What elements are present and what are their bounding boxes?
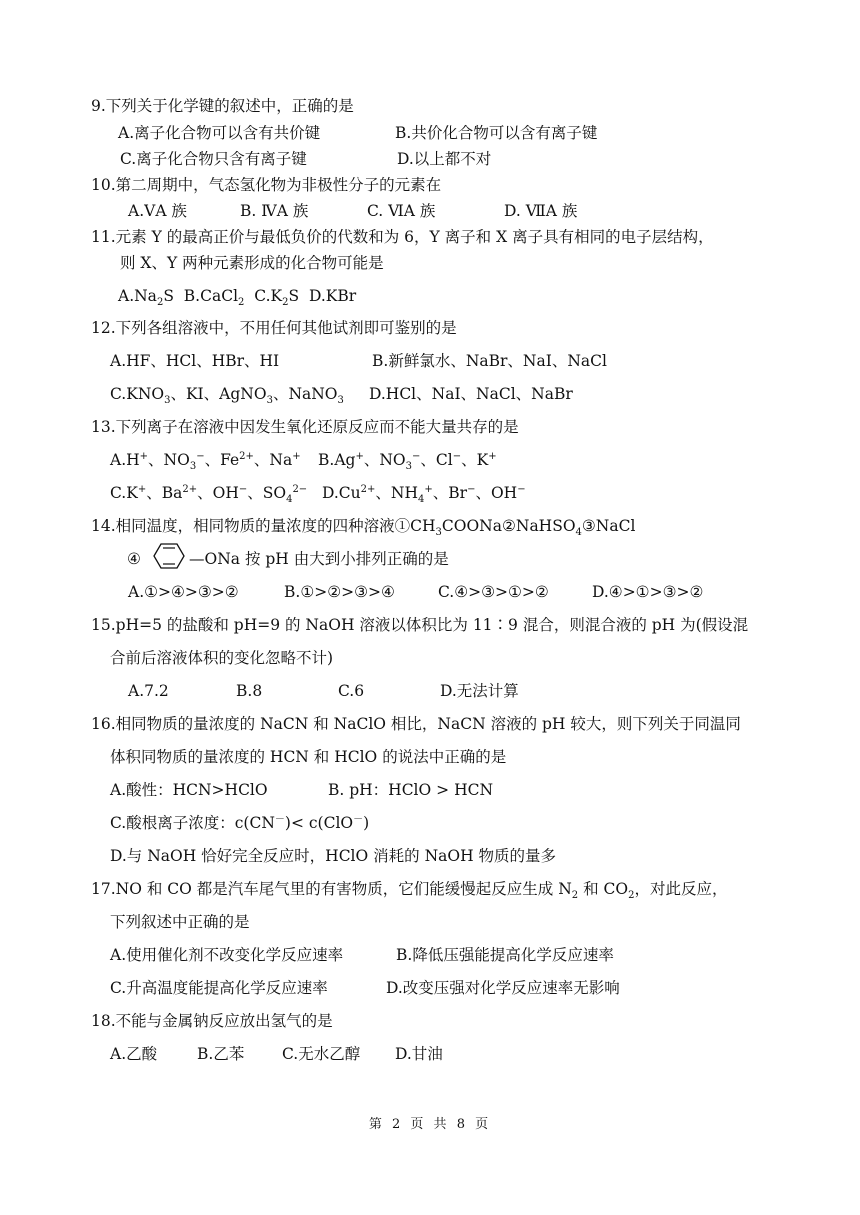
q13-option-c: C.K+、$Ba^{2+}$、OH−、$SO_4^{2-}$ bbox=[110, 483, 308, 506]
q17-option-a: A.使用催化剂不改变化学反应速率 bbox=[110, 946, 344, 964]
q16-option-c: C.酸根离子浓度：c(CN－)< c(ClO－) bbox=[110, 813, 370, 832]
q10-option-d: D. ⅦA 族 bbox=[504, 202, 578, 220]
q11-option-d: D.KBr bbox=[308, 287, 357, 305]
q12-option-d: D.HCl、NaI、NaCl、NaBr bbox=[369, 385, 573, 403]
q15-option-c: C.6 bbox=[338, 682, 365, 700]
q14-stem: 14.相同温度，相同物质的量浓度的四种溶液$①CH_3COONa②NaHSO_4③NaCl$ bbox=[91, 517, 636, 539]
q9-option-a: A.离子化合物可以含有共价键 bbox=[118, 124, 321, 142]
q11-option-b: B.CaCl$_2$ bbox=[183, 287, 245, 309]
q14-item-4-text: —ONa 按 pH 由大到小排列正确的是 bbox=[189, 550, 449, 568]
q13-stem: 13.下列离子在溶液中因发生氧化还原反应而不能大量共存的是 bbox=[91, 418, 519, 436]
q18-stem: 18.不能与金属钠反应放出氢气的是 bbox=[91, 1012, 333, 1030]
q10-option-b: B. ⅣA 族 bbox=[240, 202, 309, 220]
q16-stem: 16.相同物质的量浓度的 NaCN 和 NaClO 相比，NaCN 溶液的 pH 较大，则下列关于同温同 bbox=[91, 715, 741, 733]
q13-option-b: B.Ag+、$NO_3^-$、Cl−、K+ bbox=[318, 450, 497, 473]
q14-option-b: B.①>②>③>④ bbox=[284, 583, 395, 601]
q15-stem: 15.pH=5 的盐酸和 pH=9 的 NaOH 溶液以体积比为 11∶9 混合，则混合液的 pH 为(假设混 bbox=[91, 616, 749, 634]
q13-option-d: $D.Cu^{2+}$、$NH_4^+$、Br−、OH− bbox=[322, 483, 526, 506]
q14-option-a: A.①>④>③>② bbox=[128, 583, 239, 601]
q12-stem: 12.下列各组溶液中，不用任何其他试剂即可鉴别的是 bbox=[91, 319, 457, 337]
q16-option-a: A.酸性：HCN>HClO bbox=[110, 781, 268, 799]
q11-options bbox=[118, 286, 357, 309]
q11-stem-cont: 则 X、Y 两种元素形成的化合物可能是 bbox=[120, 254, 384, 272]
q14-option-c: C.④>③>①>② bbox=[438, 583, 549, 601]
q9-stem: 9.下列关于化学键的叙述中，正确的是 bbox=[91, 97, 354, 115]
benzene-ring-icon bbox=[146, 541, 192, 571]
q16-option-d: D.与 NaOH 恰好完全反应时，HClO 消耗的 NaOH 物质的量多 bbox=[110, 847, 557, 865]
q17-stem-cont: 下列叙述中正确的是 bbox=[110, 913, 250, 931]
q15-stem-cont: 合前后溶液体积的变化忽略不计) bbox=[110, 649, 334, 667]
page-footer: 第 2 页 共 8 页 bbox=[368, 1117, 492, 1132]
q10-stem: 10.第二周期中，气态氢化物为非极性分子的元素在 bbox=[91, 176, 442, 194]
q12-option-a: A.HF、HCl、HBr、HI bbox=[110, 352, 280, 370]
q12-option-c: $C.KNO_3$、KI、AgNO$_3$、NaNO$_3$ bbox=[110, 385, 344, 407]
q11-option-a: $A.Na_2S$ bbox=[118, 287, 174, 309]
q11-stem: 11.元素 Y 的最高正价与最低负价的代数和为 6，Y 离子和 X 离子具有相同的电子层结构， bbox=[91, 228, 714, 246]
q13-option-a: A.H+、$NO_3^-$、$Fe^{2+}$、Na+ bbox=[110, 450, 301, 473]
q18-option-d: D.甘油 bbox=[395, 1045, 443, 1063]
q17-stem: 17.NO 和 CO 都是汽车尾气里的有害物质，它们能缓慢起反应生成 $N_2$ 和 $CO_2$，对此反应， bbox=[91, 880, 728, 902]
q18-option-c: C.无水乙醇 bbox=[282, 1045, 361, 1063]
q11-option-c: $C.K_2S$ bbox=[254, 287, 300, 309]
q9-option-d: D.以上都不对 bbox=[397, 150, 492, 168]
q14-item-4-number: ④ bbox=[127, 550, 141, 568]
q12-option-b: B.新鲜氯水、NaBr、NaI、NaCl bbox=[372, 352, 607, 370]
q17-option-d: D.改变压强对化学反应速率无影响 bbox=[386, 979, 620, 997]
q18-option-a: A.乙酸 bbox=[110, 1045, 158, 1063]
q15-option-a: A.7.2 bbox=[128, 682, 169, 700]
q18-option-b: B.乙苯 bbox=[197, 1045, 245, 1063]
q9-option-c: C.离子化合物只含有离子键 bbox=[120, 150, 307, 168]
q15-option-b: B.8 bbox=[236, 682, 263, 700]
q16-option-b: B. pH：HClO > HCN bbox=[328, 781, 494, 799]
q16-stem-cont: 体积同物质的量浓度的 HCN 和 HClO 的说法中正确的是 bbox=[110, 748, 507, 766]
q9-option-b: B.共价化合物可以含有离子键 bbox=[395, 124, 598, 142]
q10-option-a: A.ⅤA 族 bbox=[128, 202, 187, 220]
q17-option-b: B.降低压强能提高化学反应速率 bbox=[396, 946, 614, 964]
q14-option-d: D.④>①>③>② bbox=[592, 583, 704, 601]
q15-option-d: D.无法计算 bbox=[440, 682, 519, 700]
q10-option-c: C. ⅥA 族 bbox=[367, 202, 436, 220]
q17-option-c: C.升高温度能提高化学反应速率 bbox=[110, 979, 328, 997]
